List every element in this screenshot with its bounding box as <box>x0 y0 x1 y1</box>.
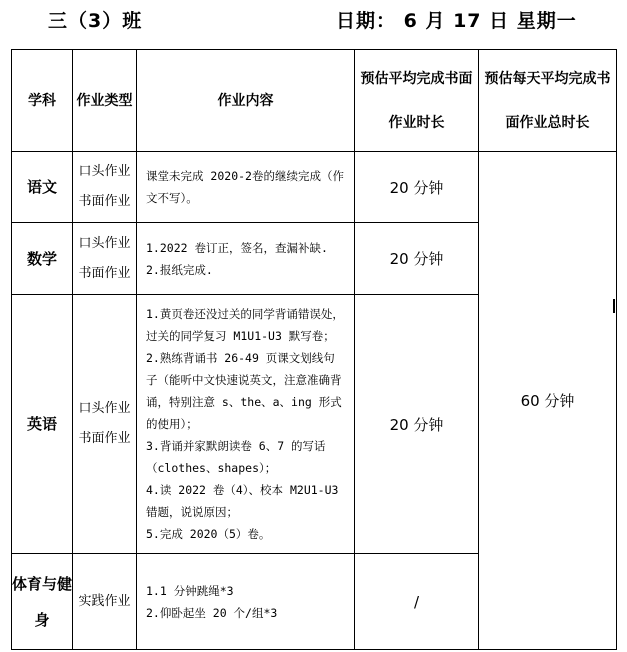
header-type: 作业类型 <box>73 50 137 152</box>
header-subject: 学科 <box>12 50 73 152</box>
header-total-time: 预估每天平均完成书面作业总时长 <box>479 50 617 152</box>
type-cell: 实践作业 <box>73 554 137 650</box>
type-cell: 口头作业书面作业 <box>73 152 137 223</box>
type-cell: 口头作业书面作业 <box>73 223 137 295</box>
date-title: 日期： 6 月 17 日 星期一 <box>336 10 577 32</box>
content-cell: 1.1 分钟跳绳*3 2.仰卧起坐 20 个/组*3 <box>137 554 355 650</box>
time-cell: 20 分钟 <box>355 223 479 295</box>
time-cell: 20 分钟 <box>355 295 479 554</box>
subject-cell: 英语 <box>12 295 73 554</box>
class-title: 三（3）班 <box>48 10 143 32</box>
homework-table <box>11 49 617 650</box>
subject-cell: 语文 <box>12 152 73 223</box>
time-cell: 20 分钟 <box>355 152 479 223</box>
type-cell: 口头作业书面作业 <box>73 295 137 554</box>
total-time-cell: 60 分钟 <box>479 152 617 650</box>
subject-cell: 体育与健身 <box>12 554 73 650</box>
content-cell: 1.黄页卷还没过关的同学背诵错误处，过关的同学复习 M1U1-U3 默写卷； 2.熟练背诵书 26-49 页课文划线句子（能听中文快速说英文，注意准确背诵，特别注意 s、the、a、ing 形式的使用）； 3.背诵并家默朗读卷 6、7 的写话（clothes、shapes）； 4.读 2022 卷（4）、校本 M2U1-U3 错题，说说原因； 5.完成 2020（5）卷。 <box>137 295 355 554</box>
content-cell: 课堂未完成 2020-2卷的继续完成（作文不写）。 <box>137 152 355 223</box>
table-row <box>12 152 617 223</box>
header-avg-time: 预估平均完成书面作业时长 <box>355 50 479 152</box>
subject-cell: 数学 <box>12 223 73 295</box>
header-row <box>12 50 617 152</box>
edge-mark <box>613 299 615 313</box>
content-cell: 1.2022 卷订正，签名，查漏补缺. 2.报纸完成. <box>137 223 355 295</box>
header-content: 作业内容 <box>137 50 355 152</box>
time-cell: / <box>355 554 479 650</box>
